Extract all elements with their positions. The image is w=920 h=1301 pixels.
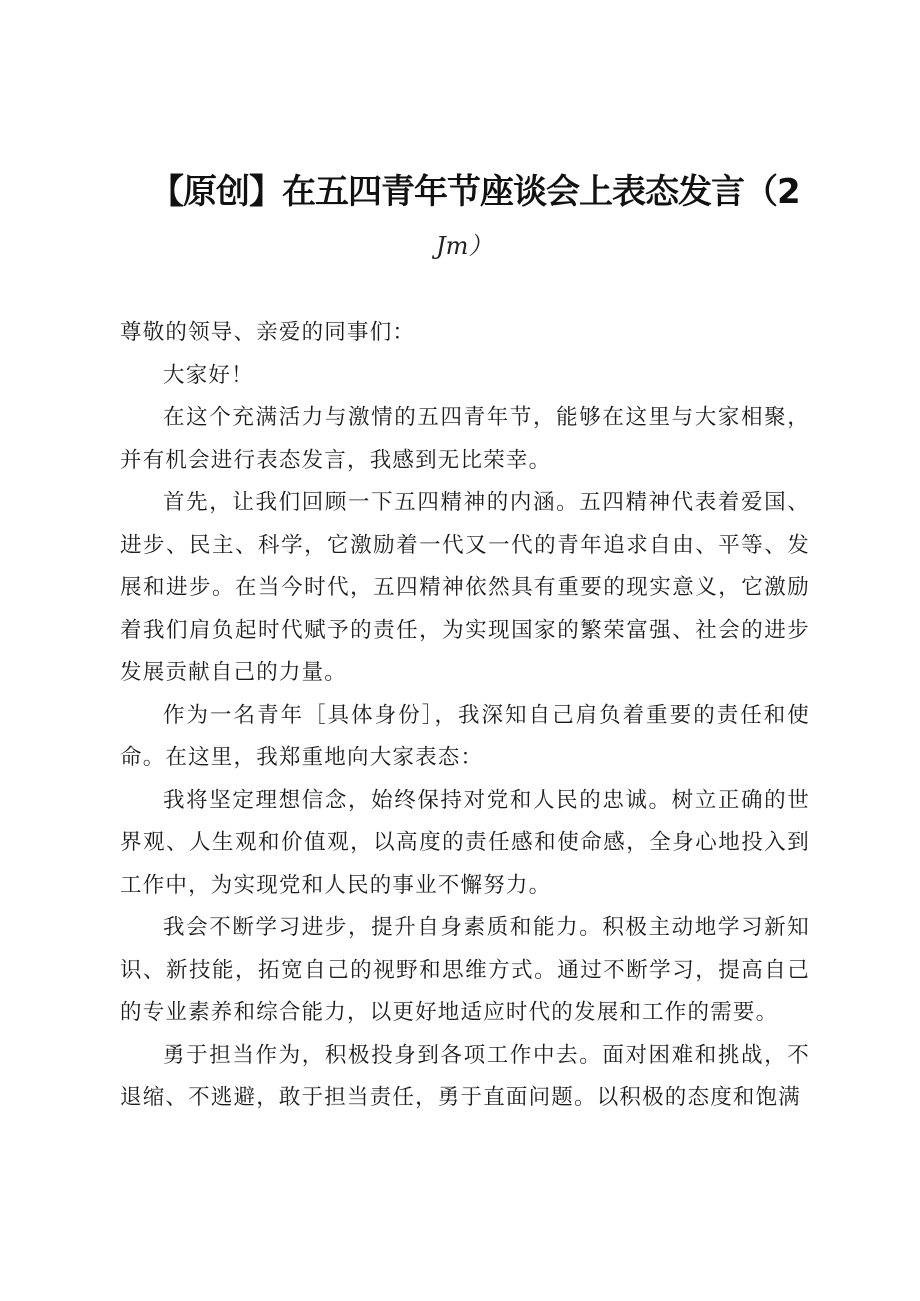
salutation: 尊敬的领导、亲爱的同事们： — [120, 320, 416, 345]
paragraph-greeting: 大家好！ — [163, 362, 254, 388]
paragraph-responsibility-action: 勇于担当作为，积极投身到各项工作中去。面对困难和挑战，不退缩、不逃避，敢于担当责任，勇于直面问题。以积极的态度和饱满 — [120, 1042, 810, 1110]
paragraph-may-fourth-spirit: 首先，让我们回顾一下五四精神的内涵。五四精神代表着爱国、进步、民主、科学，它激励着一代又一代的青年追求自由、平等、发展和进步。在当今时代，五四精神依然具有重要的现实意义，它激励着我们肩负起时代赋予的责任，为实现国家的繁荣富强、社会的进步发展贡献自己的力量。 — [120, 490, 810, 685]
document-body — [120, 312, 810, 1120]
paragraph-ideals: 我将坚定理想信念，始终保持对党和人民的忠诚。树立正确的世界观、人生观和价值观，以高度的责任感和使命感，全身心地投入到工作中，为实现党和人民的事业不懈努力。 — [120, 787, 810, 898]
paragraph-opening: 在这个充满活力与激情的五四青年节，能够在这里与大家相聚，并有机会进行表态发言，我感到无比荣幸。 — [120, 405, 810, 473]
document-title: 【原创】在五四青年节座谈会上表态发言（2 — [150, 172, 800, 212]
document-title-continuation: Jm） — [436, 232, 493, 260]
paragraph-learning: 我会不断学习进步，提升自身素质和能力。积极主动地学习新知识、新技能，拓宽自己的视野和思维方式。通过不断学习，提高自己的专业素养和综合能力，以更好地适应时代的发展和工作的需要。 — [120, 915, 810, 1025]
paragraph-responsibility: 作为一名青年［具体身份］，我深知自己肩负着重要的责任和使命。在这里，我郑重地向大家表态： — [120, 702, 810, 770]
